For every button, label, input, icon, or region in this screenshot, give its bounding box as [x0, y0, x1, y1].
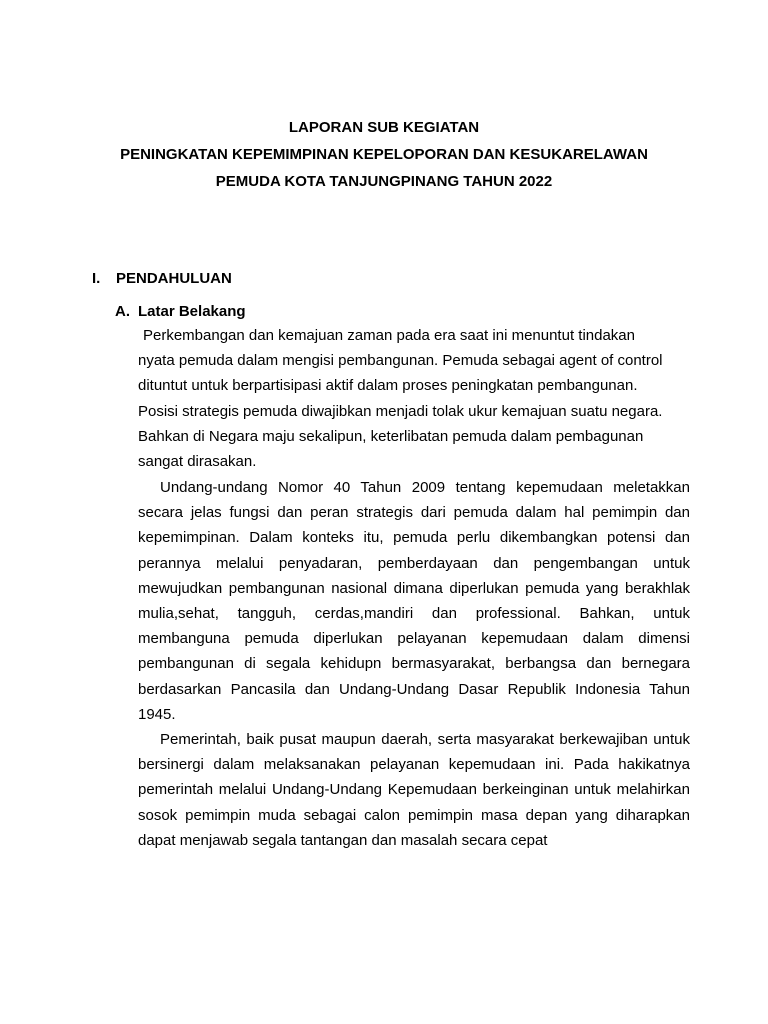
section-number: I.: [92, 270, 101, 287]
paragraph-undang-undang: Undang-undang Nomor 40 Tahun 2009 tentang kepemudaan meletakkan secara jelas fungsi dan peran strategis dari pemuda dalam hal pemimpin dan kepemimpinan. Dalam konteks itu, pemuda perlu dikembangkan potensi dan perannya melalui penyadaran, pemberdayaan dan pengembangan untuk mewujudkan pembangunan nasional dimana diperlukan pemuda yang berakhlak mulia,sehat, tangguh, cerdas,mandiri dan professional. Bahkan, untuk membanguna pemuda diperlukan pelayanan kepemudaan dalam dimensi pembangunan di segala kehidupn bermasyarakat, berbangsa dan bernegara berdasarkan Pancasila dan Undang-Undang Dasar Republik Indonesia Tahun 1945.: [138, 479, 690, 723]
report-title-line-1: LAPORAN SUB KEGIATAN: [288, 119, 480, 136]
section-title: PENDAHULUAN: [116, 270, 232, 287]
subsection-heading: [115, 303, 246, 321]
paragraph-intro: [138, 323, 690, 474]
subsection-title: Latar Belakang: [138, 303, 246, 320]
paragraph-line: Perkembangan dan kemajuan zaman pada era saat ini menuntut tindakan: [143, 327, 635, 344]
report-title-line-3: PEMUDA KOTA TANJUNGPINANG TAHUN 2022: [215, 173, 553, 190]
paragraph-pemerintah: Pemerintah, baik pusat maupun daerah, serta masyarakat berkewajiban untuk bersinergi dalam melaksanakan pelayanan kepemudaan ini. Pada hakikatnya pemerintah melalui Undang-Undang Kepemudaan berkeinginan untuk melahirkan sosok pemimpin muda sebagai calon pemimpin masa depan yang diharapkan dapat menjawab segala tantangan dan masalah secara cepat: [138, 731, 690, 849]
subsection-number: A.: [115, 303, 130, 320]
paragraph-line: sangat dirasakan.: [138, 453, 257, 471]
paragraph-line: Posisi strategis pemuda diwajibkan menjadi tolak ukur kemajuan suatu negara.: [138, 402, 663, 420]
paragraph-line: Bahkan di Negara maju sekalipun, keterlibatan pemuda dalam pembagunan: [138, 427, 644, 445]
section-heading: [92, 270, 232, 288]
paragraph-line: nyata pemuda dalam mengisi pembangunan. Pemuda sebagai agent of control: [138, 352, 663, 370]
paragraph-line: dituntut untuk berpartisipasi aktif dalam proses peningkatan pembangunan.: [138, 377, 638, 395]
report-title-line-2: PENINGKATAN KEPEMIMPINAN KEPELOPORAN DAN KESUKARELAWAN: [120, 146, 648, 163]
